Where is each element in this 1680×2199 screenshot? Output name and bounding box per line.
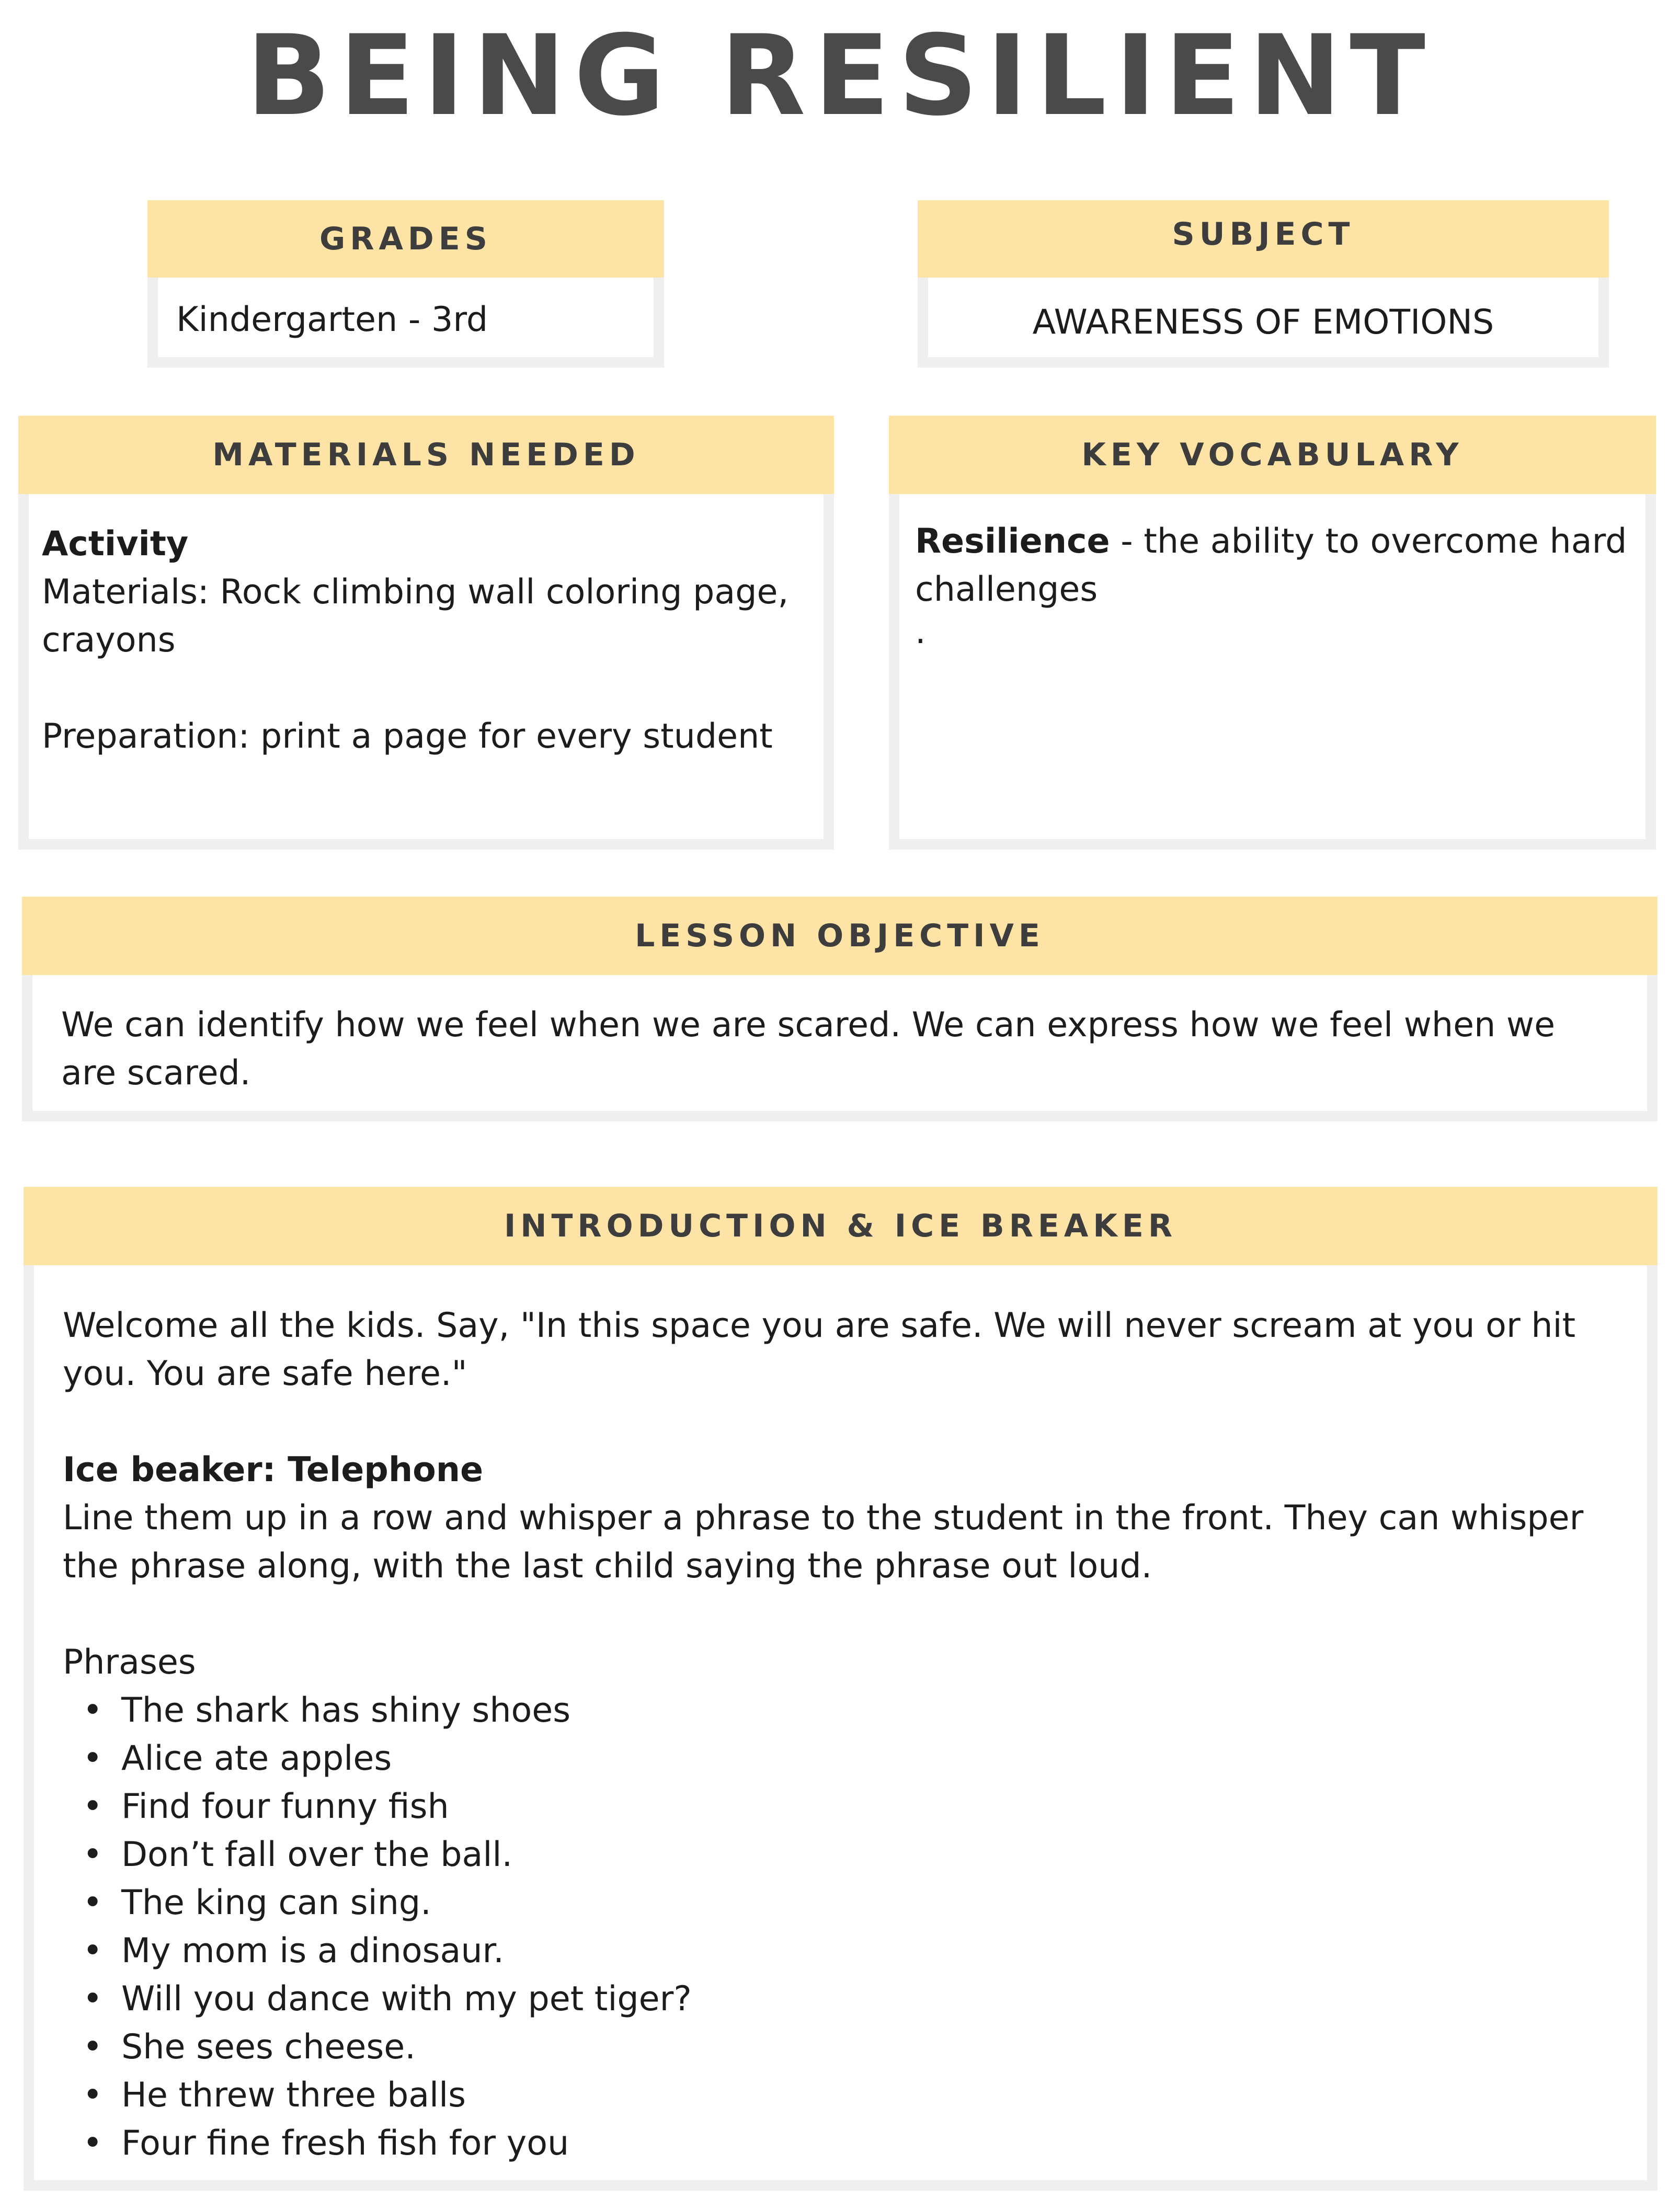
bullet-icon: • [83, 1835, 103, 1874]
bullet-icon: • [83, 2028, 103, 2067]
list-item: • My mom is a dinosaur. [63, 1927, 1631, 1975]
vocabulary-term: Resilience [915, 522, 1110, 561]
vocabulary-entry [915, 518, 1642, 614]
bullet-icon: • [83, 1691, 103, 1730]
list-item: • Find four funny fish [63, 1783, 1631, 1831]
bullet-icon: • [83, 1883, 103, 1922]
intro-box [24, 1265, 1658, 2191]
bullet-icon: • [83, 1931, 103, 1971]
subject-header: SUBJECT [918, 200, 1609, 278]
activity-label: Activity [42, 524, 189, 564]
bullet-icon: • [83, 2124, 103, 2163]
list-item: • Don’t fall over the ball. [63, 1831, 1631, 1879]
intro-header: INTRODUCTION & ICE BREAKER [24, 1187, 1658, 1265]
materials-list: Materials: Rock climbing wall coloring page, crayons [42, 572, 789, 660]
bullet-icon: • [83, 1787, 103, 1826]
welcome-text: Welcome all the kids. Say, "In this space you are safe. We will never scream at you or hit you. You are safe here." [63, 1306, 1576, 1393]
bullet-icon: • [83, 1979, 103, 2019]
grades-header: GRADES [147, 200, 664, 278]
grades-value: Kindergarten - 3rd [176, 300, 488, 339]
vocabulary-extra: . [915, 612, 926, 651]
preparation-text: Preparation: print a page for every student [42, 717, 773, 756]
page-title: BEING RESILIENT [246, 11, 1434, 140]
objective-box [22, 975, 1658, 1121]
bullet-icon: • [83, 1739, 103, 1778]
subject-box [918, 278, 1609, 368]
bullet-icon: • [83, 2076, 103, 2115]
phrases-list [63, 1687, 1631, 2168]
icebreaker-title: Ice beaker: Telephone [63, 1450, 484, 1490]
list-item: • The king can sing. [63, 1879, 1631, 1927]
list-item: • Will you dance with my pet tiger? [63, 1975, 1631, 2023]
list-item: • The shark has shiny shoes [63, 1687, 1631, 1735]
icebreaker-instructions: Line them up in a row and whisper a phrase to the student in the front. They can whisper the phrase along, with the last child saying the phrase out loud. [63, 1498, 1584, 1586]
vocabulary-definition: - the ability to overcome hard challenges [915, 522, 1627, 609]
list-item: • She sees cheese. [63, 2023, 1631, 2071]
vocabulary-header: KEY VOCABULARY [889, 416, 1656, 494]
list-item: • Four fine fresh fish for you [63, 2120, 1631, 2168]
objective-header: LESSON OBJECTIVE [22, 897, 1658, 975]
materials-header: MATERIALS NEEDED [18, 416, 834, 494]
grades-box [147, 278, 664, 368]
materials-box [18, 494, 834, 850]
list-item: • Alice ate apples [63, 1735, 1631, 1783]
vocabulary-box [889, 494, 1656, 850]
list-item: • He threw three balls [63, 2071, 1631, 2120]
objective-text: We can identify how we feel when we are scared. We can express how we feel when we are scared. [61, 1005, 1556, 1093]
subject-value: AWARENESS OF EMOTIONS [1032, 303, 1494, 342]
phrases-label: Phrases [63, 1643, 196, 1682]
